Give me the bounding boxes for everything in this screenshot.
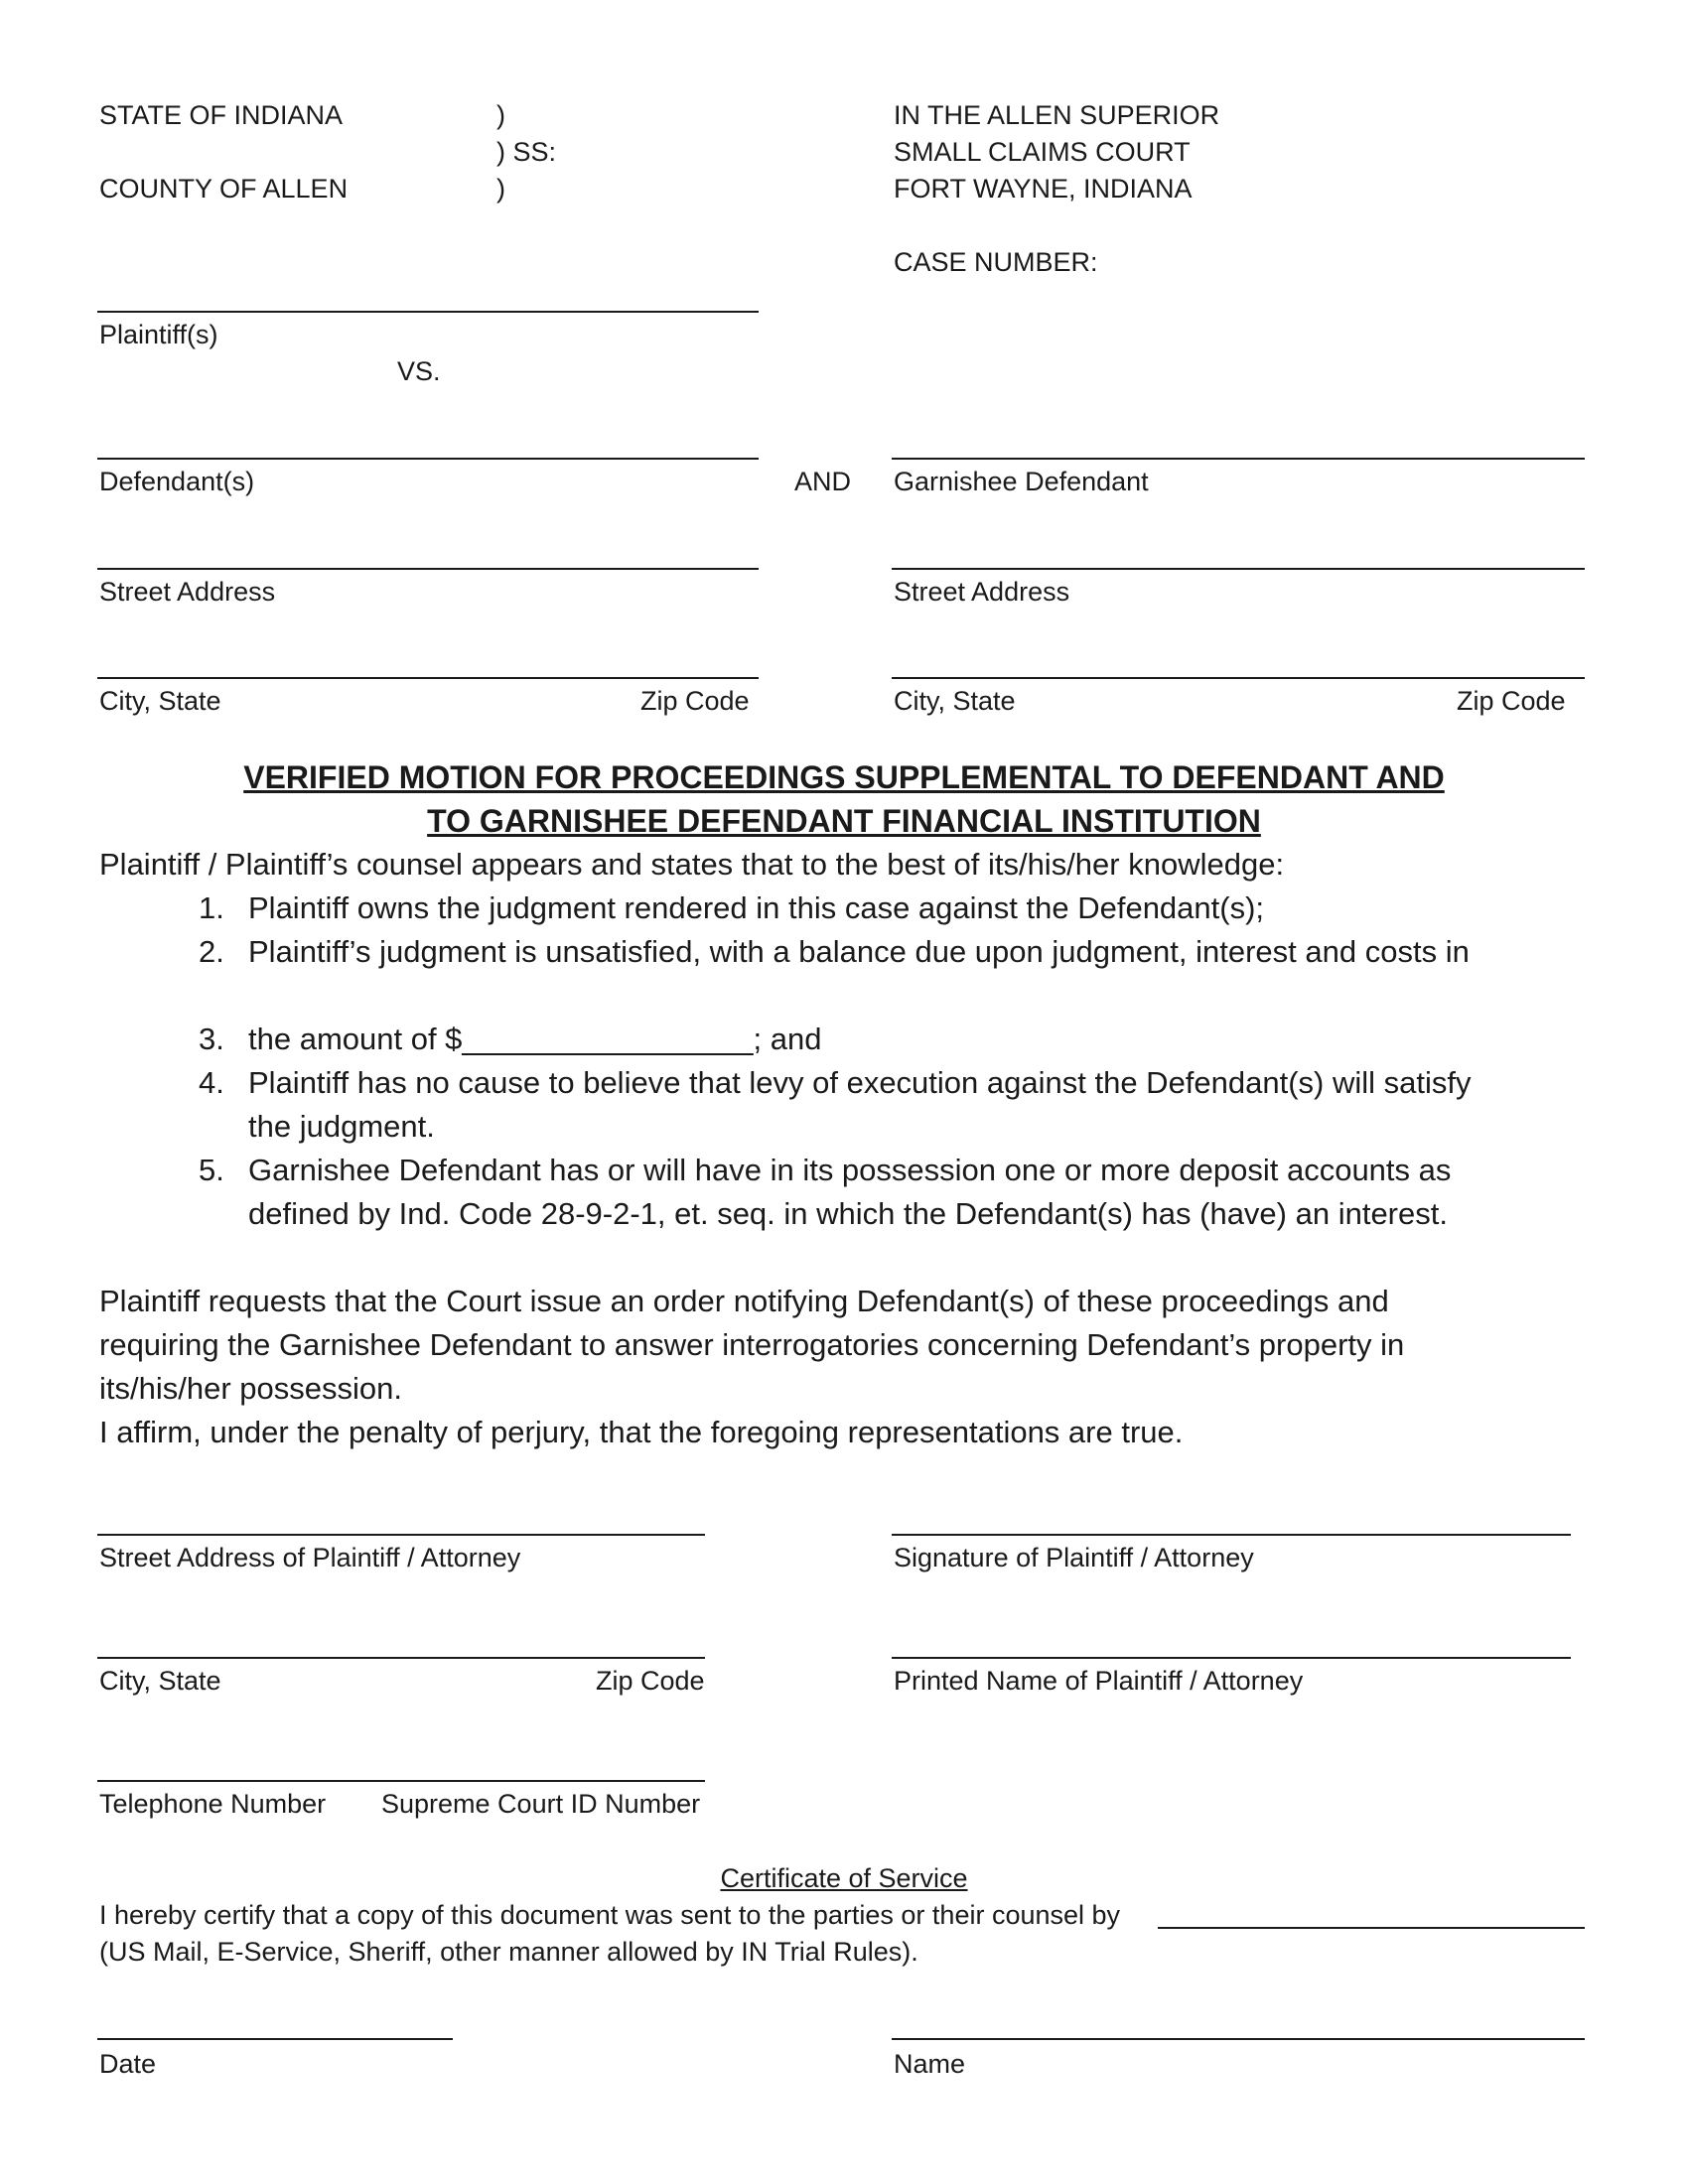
and-label: AND bbox=[794, 467, 852, 496]
garnishee-city-field[interactable] bbox=[892, 677, 1585, 679]
garnishee-city-label: City, State bbox=[894, 686, 1016, 716]
item-number: 4. bbox=[199, 1065, 224, 1100]
plaintiff-address-field[interactable] bbox=[97, 1534, 705, 1536]
court-name-line2: SMALL CLAIMS COURT bbox=[894, 137, 1191, 167]
defendant-street-label: Street Address bbox=[99, 577, 276, 607]
affirmation-statement: I affirm, under the penalty of perjury, that the foregoing representations are true. bbox=[99, 1415, 1184, 1449]
date-field[interactable] bbox=[97, 2038, 453, 2040]
certificate-line1: I hereby certify that a copy of this document was sent to the parties or their counsel by bbox=[99, 1900, 1121, 1930]
plaintiff-field[interactable] bbox=[97, 311, 759, 313]
plaintiff-city-label: City, State bbox=[99, 1666, 221, 1696]
service-method-field[interactable] bbox=[1158, 1927, 1585, 1929]
defendant-city-field[interactable] bbox=[97, 677, 759, 679]
defendant-label: Defendant(s) bbox=[99, 467, 255, 496]
name-field[interactable] bbox=[892, 2038, 1585, 2040]
garnishee-zip-label: Zip Code bbox=[1457, 686, 1566, 716]
item-5-text-cont: defined by Ind. Code 28-9-2-1, et. seq. in which the Defendant(s) has (have) an interest. bbox=[248, 1196, 1448, 1231]
date-label: Date bbox=[99, 2049, 157, 2079]
request-paragraph-line1: Plaintiff requests that the Court issue an order notifying Defendant(s) of these proceedings and bbox=[99, 1284, 1389, 1318]
defendant-street-field[interactable] bbox=[97, 568, 759, 570]
garnishee-street-label: Street Address bbox=[894, 577, 1070, 607]
signature-field[interactable] bbox=[892, 1534, 1571, 1536]
printed-name-label: Printed Name of Plaintiff / Attorney bbox=[894, 1666, 1304, 1696]
certificate-line2: (US Mail, E-Service, Sheriff, other manner allowed by IN Trial Rules). bbox=[99, 1937, 918, 1967]
item-5-text: Garnishee Defendant has or will have in its possession one or more deposit accounts as bbox=[248, 1153, 1452, 1187]
intro-statement: Plaintiff / Plaintiff’s counsel appears and states that to the best of its/his/her knowledge: bbox=[99, 847, 1285, 882]
item-number: 1. bbox=[199, 890, 224, 925]
garnishee-street-field[interactable] bbox=[892, 568, 1585, 570]
signature-label: Signature of Plaintiff / Attorney bbox=[894, 1543, 1254, 1572]
caption-ss: ) SS: bbox=[496, 137, 557, 167]
item-4-text: Plaintiff has no cause to believe that levy of execution against the Defendant(s) will satisfy bbox=[248, 1065, 1472, 1100]
plaintiff-address-label: Street Address of Plaintiff / Attorney bbox=[99, 1543, 521, 1572]
defendant-zip-label: Zip Code bbox=[640, 686, 750, 716]
plaintiff-label: Plaintiff(s) bbox=[99, 320, 218, 349]
item-2-text: Plaintiff’s judgment is unsatisfied, with a balance due upon judgment, interest and costs in bbox=[248, 934, 1470, 969]
document-title-line1: VERIFIED MOTION FOR PROCEEDINGS SUPPLEMENTAL TO DEFENDANT AND bbox=[243, 759, 1445, 795]
certificate-heading: Certificate of Service bbox=[720, 1863, 968, 1893]
request-paragraph-line2: requiring the Garnishee Defendant to answer interrogatories concerning Defendant’s property in bbox=[99, 1327, 1405, 1362]
supreme-court-id-label: Supreme Court ID Number bbox=[381, 1789, 701, 1819]
defendant-field[interactable] bbox=[97, 458, 759, 460]
printed-name-field[interactable] bbox=[892, 1657, 1571, 1659]
item-1-text: Plaintiff owns the judgment rendered in this case against the Defendant(s); bbox=[248, 890, 1265, 925]
item-number: 5. bbox=[199, 1153, 224, 1187]
garnishee-label: Garnishee Defendant bbox=[894, 467, 1149, 496]
amount-field[interactable]: the amount of $_________________; and bbox=[248, 1022, 822, 1056]
court-name-line1: IN THE ALLEN SUPERIOR bbox=[894, 100, 1220, 130]
vs-label: VS. bbox=[397, 356, 441, 386]
item-4-text-cont: the judgment. bbox=[248, 1109, 435, 1144]
defendant-city-label: City, State bbox=[99, 686, 221, 716]
state-label: STATE OF INDIANA bbox=[99, 100, 344, 130]
case-number-label: CASE NUMBER: bbox=[894, 247, 1098, 277]
item-number: 3. bbox=[199, 1022, 224, 1056]
request-paragraph-line3: its/his/her possession. bbox=[99, 1371, 402, 1406]
garnishee-field[interactable] bbox=[892, 458, 1585, 460]
plaintiff-zip-label: Zip Code bbox=[596, 1666, 705, 1696]
court-location: FORT WAYNE, INDIANA bbox=[894, 174, 1193, 204]
telephone-label: Telephone Number bbox=[99, 1789, 327, 1819]
county-label: COUNTY OF ALLEN bbox=[99, 174, 349, 204]
caption-paren: ) bbox=[496, 174, 505, 204]
plaintiff-city-field[interactable] bbox=[97, 1657, 705, 1659]
caption-paren: ) bbox=[496, 100, 505, 130]
name-label: Name bbox=[894, 2049, 966, 2079]
item-number: 2. bbox=[199, 934, 224, 969]
telephone-id-field[interactable] bbox=[97, 1780, 705, 1782]
document-title-line2: TO GARNISHEE DEFENDANT FINANCIAL INSTITUTION bbox=[427, 803, 1261, 839]
